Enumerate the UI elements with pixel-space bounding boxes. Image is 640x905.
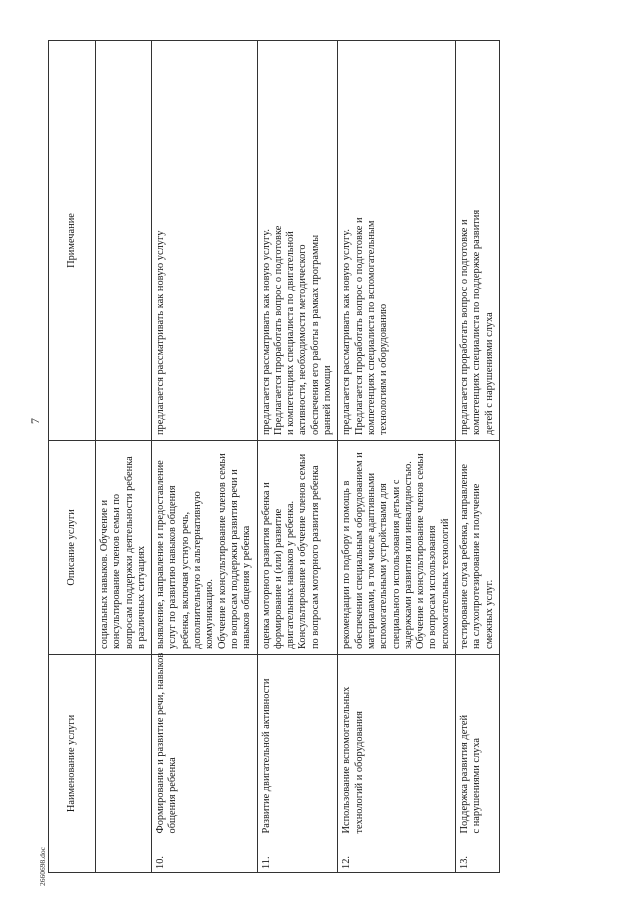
service-description-line: задержками развития или инвалидностью. bbox=[402, 461, 414, 649]
page-number: 7 bbox=[28, 418, 42, 424]
services-table-container bbox=[48, 41, 612, 873]
service-description-line: навыков общения у ребенка bbox=[241, 525, 253, 649]
service-description-line: вопросам поддержки деятельности ребенка bbox=[123, 456, 135, 649]
service-name-cell bbox=[96, 655, 152, 839]
service-description-line: вспомогательных технологий bbox=[439, 518, 451, 649]
document-id: 2660698.doc bbox=[38, 847, 47, 886]
service-note-cell bbox=[257, 41, 338, 441]
table-row bbox=[257, 41, 338, 873]
service-description-line: рекомендации по подбору и помощь в bbox=[341, 480, 353, 649]
header-service-name: Наименование услуги bbox=[49, 655, 96, 873]
service-description-line: обеспечении специальным оборудованием и bbox=[353, 452, 365, 649]
service-description-line: Консультирование и обучение членов семьи bbox=[297, 453, 309, 649]
service-description-line: по вопросам использования bbox=[427, 525, 439, 649]
service-description-line: консультирование членов семьи по bbox=[111, 493, 123, 649]
service-note-cell bbox=[152, 41, 257, 441]
row-number: 11. bbox=[257, 839, 338, 873]
service-description-line: коммуникацию. bbox=[204, 579, 216, 649]
table-row bbox=[152, 41, 257, 873]
row-number: 12. bbox=[338, 839, 456, 873]
service-note-cell bbox=[338, 41, 456, 441]
service-description-cell bbox=[338, 441, 456, 655]
service-description-line: социальных навыков. Обучение и bbox=[99, 499, 110, 649]
service-note-line: предлагается рассматривать как новую услугу. bbox=[260, 229, 272, 435]
service-description-line: на слухопротезирование и получение bbox=[471, 483, 483, 649]
service-description-line: смежных услуг. bbox=[483, 579, 495, 649]
service-description-cell bbox=[96, 441, 152, 655]
table-row bbox=[338, 41, 456, 873]
service-note-line: ранней помощи bbox=[322, 365, 334, 435]
service-name-cell bbox=[456, 655, 500, 839]
service-description-line: ребенка, включая устную речь, bbox=[179, 511, 191, 649]
service-note-line: технологиям и оборудованию bbox=[378, 303, 390, 435]
service-note-line: Предлагается проработать вопрос о подготовке и bbox=[353, 217, 365, 435]
service-name-cell bbox=[257, 655, 338, 839]
service-note-line: детей с нарушениями слуха bbox=[483, 312, 495, 435]
service-description-line: услуг по развитию навыков общения bbox=[167, 485, 179, 649]
service-description-line: двигательных навыков у ребенка. bbox=[285, 500, 297, 649]
service-description-line: по вопросам поддержки развития речи и bbox=[228, 469, 240, 649]
service-description-line: оценка моторного развития ребенка и bbox=[260, 482, 272, 649]
service-name-cell bbox=[338, 655, 456, 839]
service-description-line: в различных ситуациях bbox=[135, 545, 147, 649]
table-row bbox=[96, 41, 152, 873]
service-name-cell bbox=[152, 652, 257, 839]
service-description-line: материалами, в том числе адаптивными bbox=[365, 472, 377, 649]
service-note-line: предлагается проработать вопрос о подготовке и bbox=[459, 219, 471, 435]
service-name-line: Поддержка развития детей bbox=[459, 714, 471, 834]
row-number: 13. bbox=[456, 839, 500, 873]
service-description-line: специального использования детьми с bbox=[390, 479, 402, 649]
table-body bbox=[96, 41, 500, 873]
service-name-line: общения ребенка bbox=[167, 757, 179, 834]
service-name-line: технологий и оборудования bbox=[353, 711, 365, 834]
service-note-cell bbox=[456, 41, 500, 441]
service-note-line: обеспечения его работы в рамках программы bbox=[309, 234, 321, 435]
service-description-cell bbox=[152, 441, 257, 655]
row-number: 10. bbox=[152, 839, 257, 873]
service-name-line: Использование вспомогательных bbox=[341, 686, 353, 834]
service-name-line: Развитие двигательной активности bbox=[260, 678, 272, 834]
service-description-line: выявление, направление и предоставление bbox=[155, 460, 167, 649]
service-note-line: и компетенциях специалиста по двигательной bbox=[285, 231, 297, 435]
service-note-line: Предлагается проработать вопрос о подготовке bbox=[272, 225, 284, 435]
service-description-line: вспомогательными устройствами для bbox=[378, 483, 390, 649]
service-note-line: предлагается рассматривать как новую услугу. bbox=[341, 229, 353, 435]
service-description-line: Обучение и консультирование членов семьи bbox=[415, 453, 427, 649]
service-note-cell bbox=[96, 41, 152, 441]
service-description-line: тестирование слуха ребенка, направление bbox=[459, 463, 471, 649]
service-note-line: компетенциях специалиста по поддержке развития bbox=[471, 209, 483, 435]
service-name-line: Формирование и развитие речи, навыков bbox=[155, 652, 167, 834]
service-description-line: Обучение и консультирование членов семьи bbox=[216, 453, 228, 649]
service-description-line: формирование и (или) развитие bbox=[272, 508, 284, 649]
header-note: Примечание bbox=[49, 41, 96, 441]
table-header-row bbox=[49, 41, 96, 873]
service-description-cell bbox=[456, 441, 500, 655]
header-service-description: Описание услуги bbox=[49, 441, 96, 655]
service-note-line: активности, необходимости методического bbox=[297, 244, 309, 435]
service-description-line: по вопросам моторного развития ребенка bbox=[309, 465, 321, 649]
table-row bbox=[456, 41, 500, 873]
service-note-line: предлагается рассматривать как новую услугу bbox=[155, 230, 167, 435]
service-name-line: с нарушениями слуха bbox=[471, 737, 483, 834]
services-table bbox=[48, 40, 500, 873]
service-description-line: дополнительную и альтернативную bbox=[192, 491, 204, 649]
service-description-cell bbox=[257, 441, 338, 655]
row-number bbox=[96, 839, 152, 873]
service-note-line: компетенциях специалиста по вспомогательным bbox=[365, 220, 377, 435]
